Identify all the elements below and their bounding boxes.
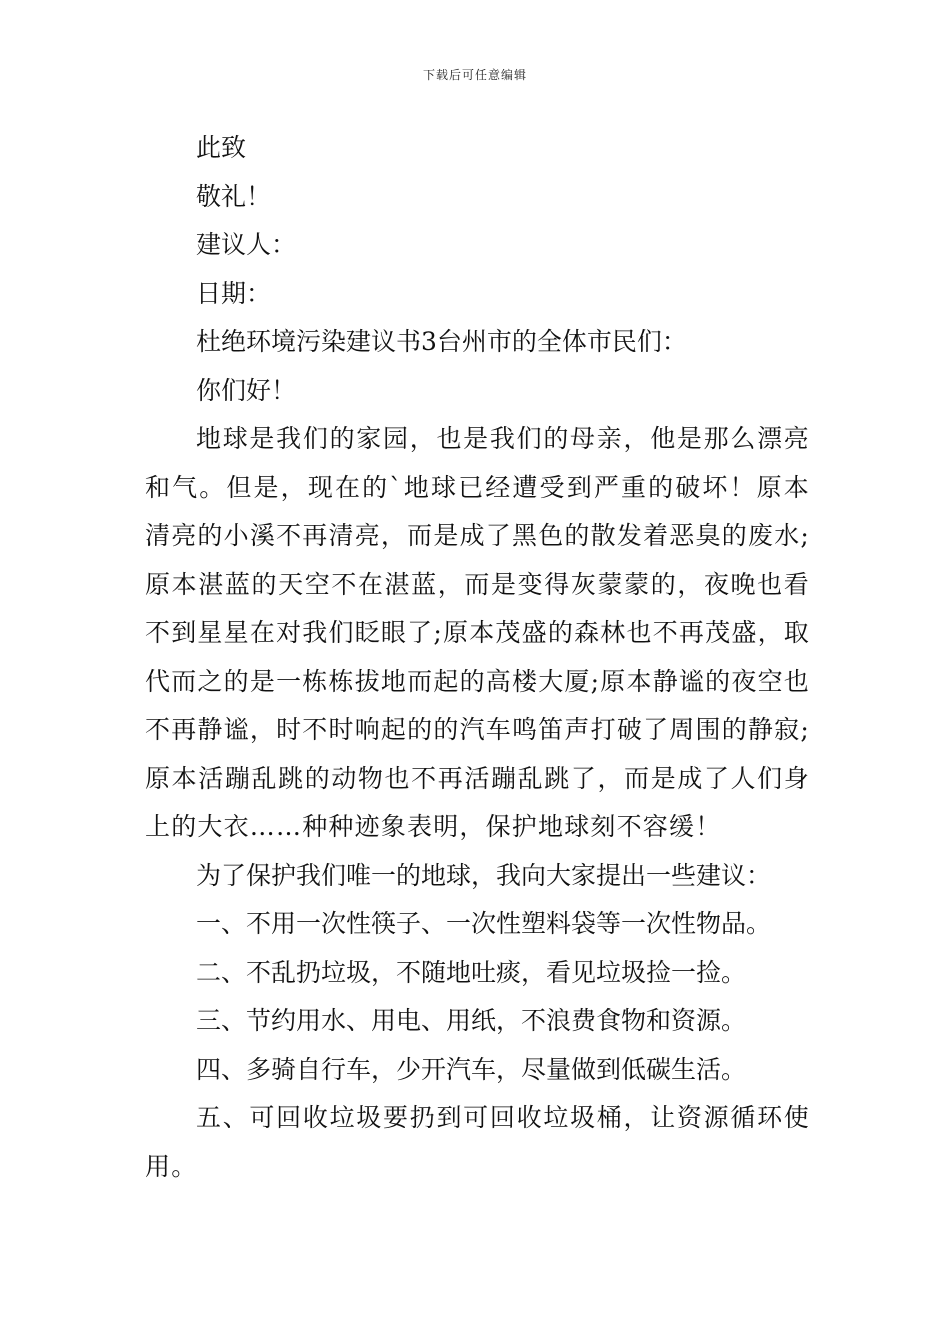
suggestion-item: 四、多骑自行车，少开汽车，尽量做到低碳生活。 (196, 1054, 747, 1084)
date-line: 日期： (196, 278, 272, 308)
header-note: 下载后可任意编辑 (422, 68, 527, 82)
proposer-line: 建议人： (196, 230, 297, 259)
salute-line: 敬礼！ (196, 181, 272, 211)
suggestion-item: 三、节约用水、用电、用纸，不浪费食物和资源。 (196, 1006, 747, 1035)
body-paragraph: 地球是我们的家园，也是我们的母亲，他是那么漂亮和气。但是，现在的`地球已经遭受到严重的破坏！原本清亮的小溪不再清亮，而是成了黑色的散发着恶臭的废水;原本湛蓝的天空不在湛蓝，而是变得灰蒙蒙的，夜晚也看不到星星在对我们眨眼了;原本茂盛的森林也不再茂盛，取代而之的是一栋栋拔地而起的高楼大厦;原本静谧的夜空也不再静谧，时不时响起的的汽车鸣笛声打破了周围的静寂;原本活蹦乱跳的动物也不再活蹦乱跳了，而是成了人们身上的大衣……种种迹象表明，保护地球刻不容缓！ (145, 424, 810, 841)
closing-line: 此致 (196, 133, 247, 162)
suggestion-item: 五、可回收垃圾要扔到可回收垃圾桶，让资源循环使用。 (145, 1103, 810, 1181)
suggestions-intro: 为了保护我们唯一的地球，我向大家提出一些建议： (196, 860, 772, 890)
suggestion-item: 二、不乱扔垃圾，不随地吐痰，看见垃圾捡一捡。 (196, 957, 747, 987)
title-line: 杜绝环境污染建议书3台州市的全体市民们： (196, 327, 687, 356)
suggestion-item: 一、不用一次性筷子、一次性塑料袋等一次性物品。 (196, 909, 772, 938)
document-body (145, 124, 810, 1191)
greeting-line: 你们好！ (196, 375, 297, 405)
